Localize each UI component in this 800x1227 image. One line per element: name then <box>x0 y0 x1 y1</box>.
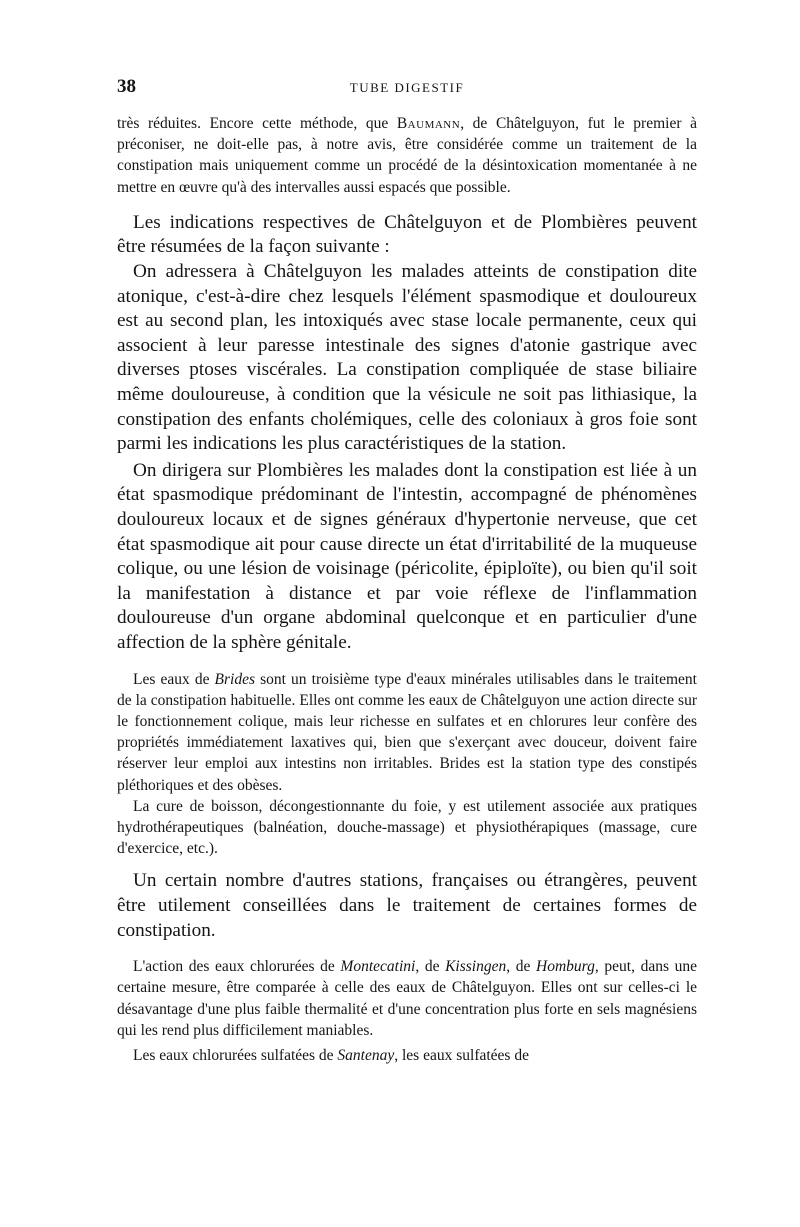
place-name: Santenay <box>337 1046 395 1064</box>
place-name: Brides <box>214 670 256 688</box>
paragraph-cure-boisson: La cure de boisson, décongestionnante du foie, y est utilement associée aux pratiques hydrothérapeutiques (balnéation, douche-massage) et physiothérapiques (massage, cure d'exercice, etc.). <box>117 797 697 858</box>
paragraph-indications: Les indications respectives de Châtelguyon et de Plombières peuvent être résumées de la façon suivante : <box>117 211 697 258</box>
page-number: 38 <box>117 76 136 97</box>
paragraph-eaux-chlorurees <box>117 956 697 1041</box>
paragraph-chatelguyon: On adressera à Châtelguyon les malades atteints de constipation dite atonique, c'est-à-dire chez lesquels l'élément spasmodique et douloureux est au second plan, les intoxiqués avec stase locale permanente, ceux qui associent à leur paresse intestinale des signes d'atonie gastrique avec diverses ptoses viscérales. La constipation compliquée de stase biliaire même douloureuse, à condition que la vésicule ne soit pas lithiasique, la constipation des enfants cholémiques, celle des coloniaux à gros foie sont parmi les indications les plus caractéristiques de la station. <box>117 261 697 455</box>
text-segment: , de <box>506 958 537 976</box>
paragraph-autres-stations: Un certain nombre d'autres stations, françaises ou étrangères, peuvent être utilement conseillées dans le traitement de certaines formes de constipation. <box>117 870 697 941</box>
body-text <box>117 113 697 1066</box>
text-segment: , de <box>415 958 446 976</box>
text-segment: L'action des eaux chlorurées de <box>133 958 341 976</box>
author-name: Baumann <box>396 115 461 132</box>
place-name: Montecatini <box>340 958 416 976</box>
text-segment: , de Châtelguyon, fut le premier à préconiser, ne doit-elle pas, à notre avis, être considérée comme un traitement de la constipation mais uniquement comme un procédé de la désintoxication momentanée à ne mettre en œuvre qu'à des intervalles aussi espacés que possible. <box>117 115 697 196</box>
text-segment: , les eaux sulfatées de <box>394 1046 529 1064</box>
text-segment: Les eaux chlorurées sulfatées de <box>133 1046 338 1064</box>
paragraph-methode-baumann <box>117 113 697 198</box>
paragraph-plombieres: On dirigera sur Plombières les malades dont la constipation est liée à un état spasmodique prédominant de l'intestin, accompagné de phénomènes douloureux locaux et de signes généraux d'hypertonie nerveuse, que cet état spasmodique ait pour cause directe un état d'irritabilité de la muqueuse colique, ou une lésion de voisinage (péricolite, épiploïte), ou bien qu'il soit la manifestation à distance et par voie réflexe de l'inflammation douloureuse d'un organe abdominal quelconque et en particulier d'une affection de la sphère génitale. <box>117 459 697 653</box>
running-title: TUBE DIGESTIF <box>349 80 465 95</box>
text-segment: Les eaux de <box>133 670 215 688</box>
text-segment: très réduites. Encore cette méthode, que <box>117 115 397 132</box>
place-name: Kissingen <box>445 958 507 976</box>
text-segment: , peut, dans une certaine mesure, être comparée à celle des eaux de Châtelguyon. Elles ont sur celles-ci le désavantage d'une plus faible thermalité et d'une concentration plus forte en sels magnésiens qui les rend plus difficilement maniables. <box>117 958 698 1039</box>
place-name: Homburg <box>536 958 595 976</box>
paragraph-eaux-sulfatees <box>117 1045 697 1066</box>
text-segment: sont un troisième type d'eaux minérales utilisables dans le traitement de la constipation habituelle. Elles ont comme les eaux de Châtelguyon une action directe sur le fonctionnement colique, mais leur richesse en sulfates et en chlorures leur confère des propriétés immédiatement laxatives qui, bien que s'exerçant avec douceur, doivent faire réserver leur emploi aux intestins non irritables. Brides est la station type des constipés pléthoriques et des obèses. <box>117 670 697 794</box>
paragraph-brides <box>117 669 697 796</box>
page-header <box>117 76 697 100</box>
